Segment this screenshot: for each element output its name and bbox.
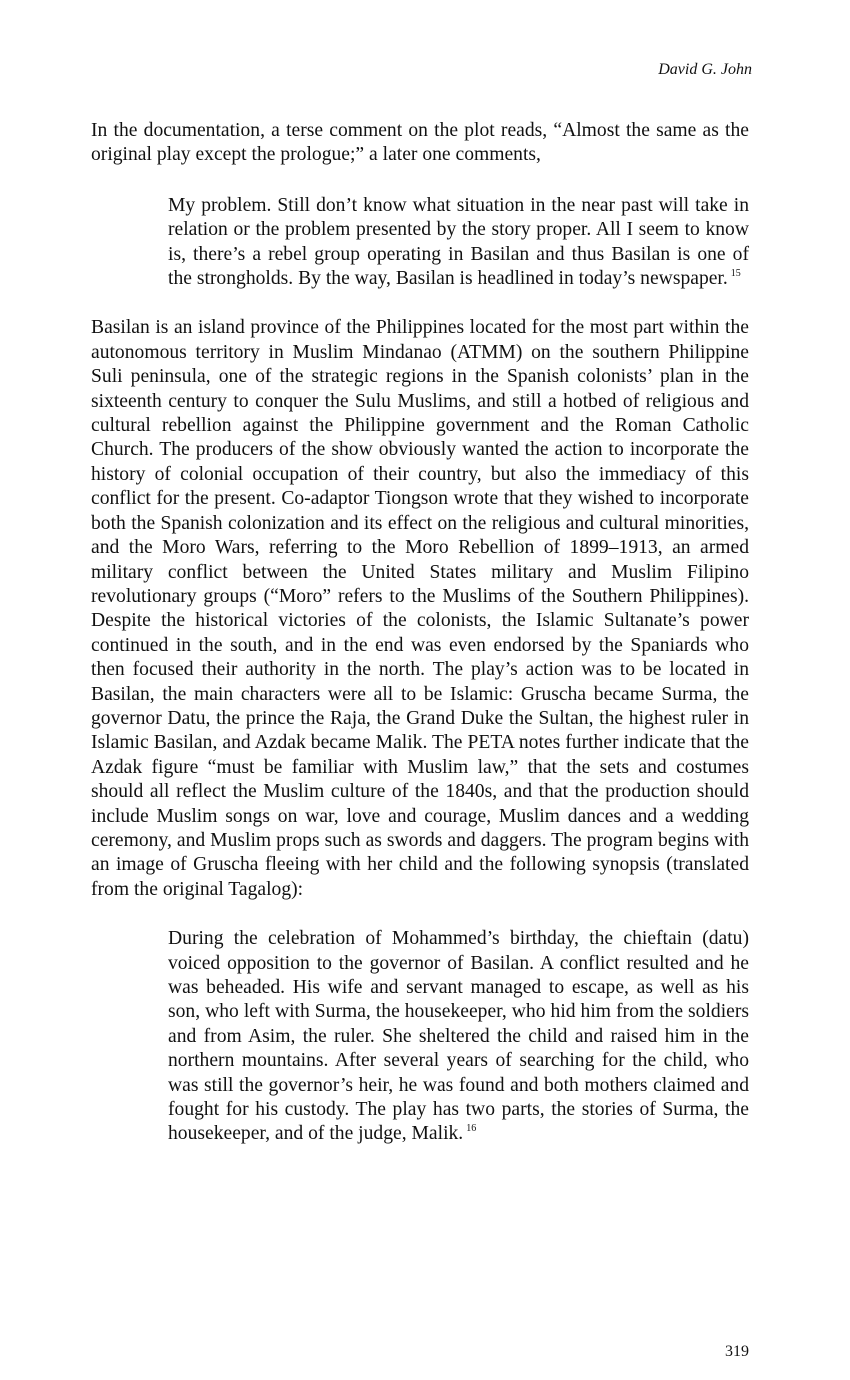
quote-text: My problem. Still don’t know what situation in the near past will take in relation or the problem presented by the story proper. All I seem to know is, there’s a rebel group operating in Basilan and thus Basilan is one of the strongholds. By the way, Basilan is headlined in today’s newspaper.	[168, 194, 749, 290]
article-body	[91, 119, 749, 1147]
page-number: 319	[725, 1343, 749, 1360]
quote-text: During the celebration of Mohammed’s birthday, the chieftain (datu) voiced opposition to the governor of Basilan. A conflict resulted and he was beheaded. His wife and servant managed to escape, as well as his son, who left with Surma, the housekeeper, who hid him from the soldiers and from Asim, the ruler. She sheltered the child and raised him in the northern mountains. After several years of searching for the child, who was still the governor’s heir, he was found and both mothers claimed and fought for his custody. The play has two parts, the stories of Surma, the housekeeper, and of the judge, Malik.	[168, 928, 749, 1145]
paragraph-intro: In the documentation, a terse comment on the plot reads, “Almost the same as the original play except the prologue;” a later one comments,	[91, 120, 749, 166]
block-quote-synopsis	[91, 927, 749, 1147]
running-head-author: David G. John	[658, 61, 752, 78]
paragraph-basilan: Basilan is an island province of the Philippines located for the most part within the autonomous territory in Muslim Mindanao (ATMM) on the southern Philippine Suli peninsula, one of the strategic regions in the Spanish colonists’ plan in the sixteenth century to conquer the Sulu Muslims, and still a hotbed of religious and cultural rebellion against the Philippine government and the Roman Catholic Church. The producers of the show obviously wanted the action to incorporate the history of colonial occupation of their country, but also the immediacy of this conflict for the present. Co-adaptor Tiongson wrote that they wished to incorporate both the Spanish colonization and its effect on the religious and cultural minorities, and the Moro Wars, referring to the Moro Rebellion of 1899–1913, an armed military conflict between the United States military and Muslim Filipino revolutionary groups (“Moro” refers to the Muslims of the Southern Philippines). Despite the historical victories of the colonists, the Islamic Sultanate’s power continued in the south, and in the end was even endorsed by the Spaniards who then focused their authority in the north. The play’s action was to be located in Basilan, the main characters were all to be Islamic: Gruscha became Surma, the governor Datu, the prince the Raja, the Grand Duke the Sultan, the highest ruler in Islamic Basilan, and Azdak became Malik. The PETA notes further indicate that the Azdak figure “must be familiar with Muslim law,” that the sets and costumes should all reflect the Muslim culture of the 1840s, and that the production should include Muslim songs on war, love and courage, Muslim dances and a wedding ceremony, and Muslim props such as swords and daggers. The program begins with an image of Gruscha fleeing with her child and the following synopsis (translated from the original Tagalog):	[91, 317, 749, 900]
footnote-marker-16: 16	[466, 1123, 477, 1135]
block-quote-documentation	[91, 194, 749, 292]
footnote-marker-15: 15	[730, 268, 741, 280]
